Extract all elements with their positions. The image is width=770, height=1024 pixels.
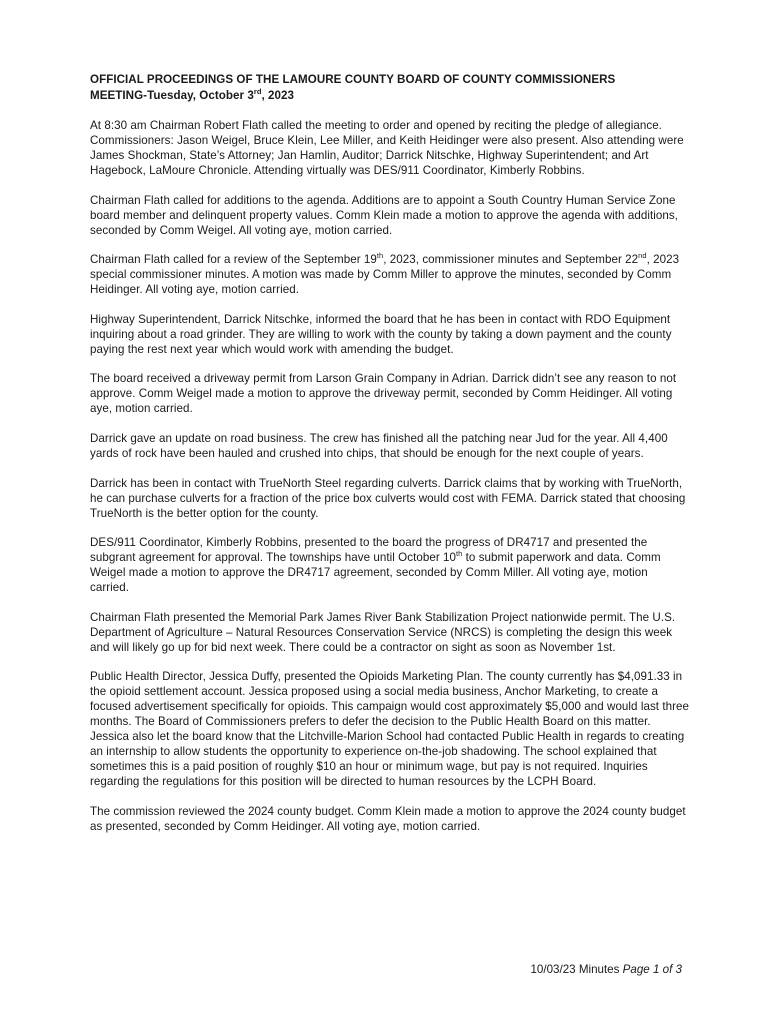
paragraph-dr4717	[90, 535, 690, 595]
dr4717-text-a: DES/911 Coordinator, Kimberly Robbins, presented to the board the progress of DR4717 and presented the subgrant agreement for approval. The townships have until October 10	[90, 536, 648, 565]
paragraph-culverts: Darrick has been in contact with TrueNorth Steel regarding culverts. Darrick claims that by working with TrueNorth, he can purchase culverts for a fraction of the price box culverts would cost with FEMA. Darrick stated that choosing TrueNorth is the better option for the county.	[90, 476, 686, 520]
paragraph-minutes-review	[90, 252, 690, 297]
page-footer	[460, 962, 682, 977]
footer-page-total: 3	[675, 963, 682, 976]
minutes-text-a: Chairman Flath called for a review of the September 19	[90, 253, 377, 267]
paragraph-budget: The commission reviewed the 2024 county budget. Comm Klein made a motion to approve the 2024 county budget as presented, seconded by Comm Heidinger. All voting aye, motion carried.	[90, 804, 686, 833]
footer-date-label: 10/03/23 Minutes	[530, 963, 623, 976]
title-date-suffix: rd	[253, 86, 262, 96]
paragraph-internship: Jessica also let the board know that the Litchville-Marion School had contacted Public Health in regards to creating an internship to allow students the opportunity to experience on-the-job shadowing. The school explained that sometimes this is a paid position of roughly $10 an hour or minimum wage, but pay is not required. Inquiries regarding the regulations for this position will be directed to human resources by the LCPH Board.	[90, 730, 685, 789]
paragraph-road-business: Darrick gave an update on road business. The crew has finished all the patching near Jud for the year. All 4,400 yards of rock have been hauled and crushed into chips, that should be enough for the next couple of years.	[90, 431, 668, 460]
minutes-suffix-1: th	[376, 251, 384, 261]
dr4717-text-b: to submit paperwork and data. Comm Weigel made a motion to approve the DR4717 agreement, seconded by Comm Miller. All voting aye, motion carried.	[90, 551, 661, 595]
title-date-text: MEETING-Tuesday, October 3	[90, 88, 254, 102]
dr4717-suffix: th	[456, 549, 463, 559]
paragraph-driveway-permit: The board received a driveway permit from Larson Grain Company in Adrian. Darrick didn’t see any reason to not approve. Comm Weigel made a motion to approve the driveway permit, seconded by Comm Heidinger. All voting aye, motion carried.	[90, 372, 677, 416]
footer-page-word: Page	[622, 963, 653, 976]
paragraph-bank-stabilization: Chairman Flath presented the Memorial Park James River Bank Stabilization Project nationwide permit. The U.S. Department of Agriculture – Natural Resources Conservation Service (NRCS) is completing the design this week and will likely go up for bid next week. There could be a contractor on sight as soon as November 1st.	[90, 610, 676, 654]
minutes-text-c: , 2023 special commissioner minutes. A motion was made by Comm Miller to approve the minutes, seconded by Comm Heidinger. All voting aye, motion carried.	[90, 253, 680, 297]
paragraph-call-to-order: At 8:30 am Chairman Robert Flath called the meeting to order and opened by reciting the pledge of allegiance. Commissioners: Jason Weigel, Bruce Klein, Lee Miller, and Keith Heidinger were also present. Also attending were James Shockman, State’s Attorney; Jan Hamlin, Auditor; Darrick Nitschke, Highway Superintendent; and Art Hagebock, LaMoure Chronicle. Attending virtually was DES/911 Coordinator, Kimberly Robbins.	[90, 119, 684, 177]
document-title	[90, 72, 690, 103]
paragraph-road-grinder: Highway Superintendent, Darrick Nitschke, informed the board that he has been in contact with RDO Equipment inquiring about a road grinder. They are willing to work with the county by taking a down payment and the county paying the rest next year which would work with amending the budget.	[90, 312, 672, 356]
minutes-text-b: , 2023, commissioner minutes and September 22	[383, 253, 639, 267]
title-line-2	[90, 88, 690, 104]
footer-page-number: 1	[652, 963, 660, 976]
minutes-suffix-2: nd	[638, 251, 647, 261]
title-line-1: OFFICIAL PROCEEDINGS OF THE LAMOURE COUNTY BOARD OF COUNTY COMMISSIONERS	[90, 73, 616, 86]
document-body	[90, 72, 690, 849]
paragraph-agenda-additions: Chairman Flath called for additions to the agenda. Additions are to appoint a South Country Human Service Zone board member and delinquent property values. Comm Klein made a motion to approve the agenda with additions, seconded by Comm Weigel. All voting aye, motion carried.	[90, 193, 678, 237]
title-year-text: , 2023	[261, 88, 295, 102]
paragraph-opioids-plan: Public Health Director, Jessica Duffy, presented the Opioids Marketing Plan. The county currently has $4,091.33 in the opioid settlement account. Jessica proposed using a social media business, Anchor Marketing, to create a focused advertisement specifically for opioids. This campaign would cost approximately $5,000 and would last three months. The Board of Commissioners prefers to defer the decision to the Public Health Board on this matter.	[90, 670, 690, 729]
footer-of-word: of	[659, 963, 676, 976]
